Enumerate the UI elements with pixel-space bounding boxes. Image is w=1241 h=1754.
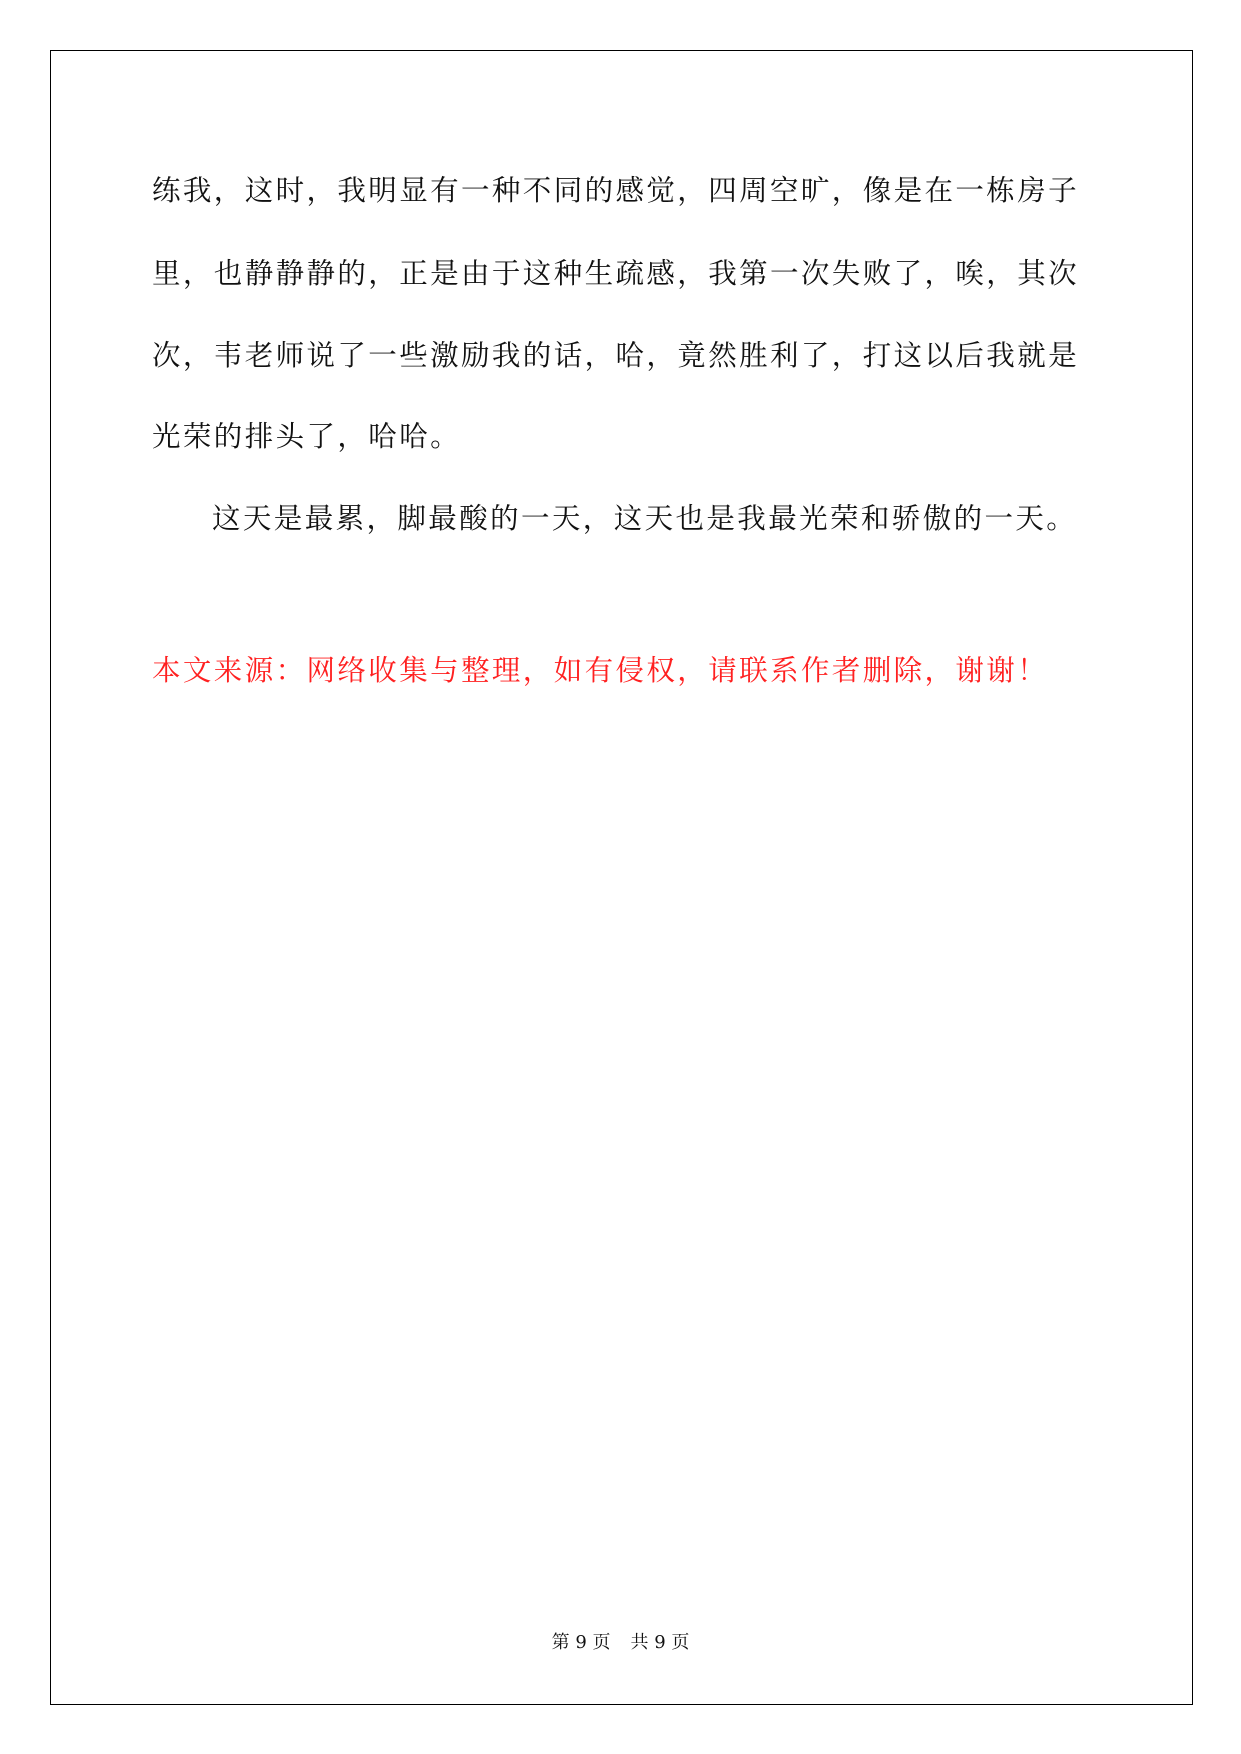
body-line-2: 里，也静静静的，正是由于这种生疏感，我第一次失败了，唉，其次 bbox=[152, 257, 1080, 290]
body-line-1: 练我，这时，我明显有一种不同的感觉，四周空旷，像是在一栋房子 bbox=[152, 174, 1080, 207]
page-border bbox=[50, 50, 1193, 1705]
current-page-number: 第 9 页 bbox=[551, 1632, 611, 1653]
total-page-count: 共 9 页 bbox=[630, 1632, 690, 1653]
body-paragraph-2: 这天是最累，脚最酸的一天，这天也是我最光荣和骄傲的一天。 bbox=[212, 502, 1078, 535]
body-line-3: 次，韦老师说了一些激励我的话，哈，竟然胜利了，打这以后我就是 bbox=[152, 339, 1080, 372]
body-line-4: 光荣的排头了，哈哈。 bbox=[152, 420, 462, 453]
source-note: 本文来源：网络收集与整理，如有侵权，请联系作者删除，谢谢！ bbox=[152, 654, 1049, 687]
page-footer bbox=[0, 1628, 1241, 1654]
